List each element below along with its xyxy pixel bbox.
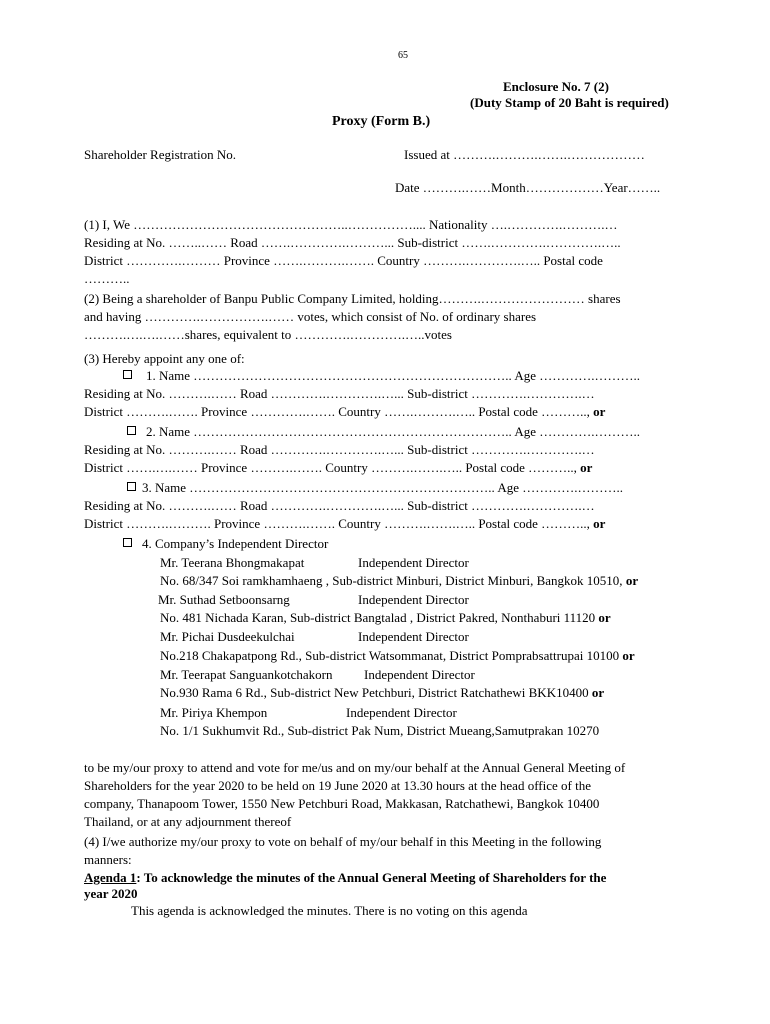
director-2-address xyxy=(160,611,611,624)
director-4-address xyxy=(160,686,604,699)
shares-held-line[interactable]: (2) Being a shareholder of Banpu Public Company Limited, holding……….…………………… shares xyxy=(84,291,621,306)
or-label: or xyxy=(593,404,606,419)
or-label: or xyxy=(622,648,635,663)
proxy-2-name-line[interactable]: 2. Name ……………………………………………………………….. Age ………….……….. xyxy=(146,424,640,439)
agenda-1-note: This agenda is acknowledged the minutes. There is no voting on this agenda xyxy=(131,903,528,918)
director-2-role: Independent Director xyxy=(358,592,469,607)
proxy-1-address-line[interactable]: Residing at No. ……….…… Road ………….………….…... Sub-district ………….………….… xyxy=(84,386,595,401)
form-title: Proxy (Form B.) xyxy=(332,114,431,129)
proxy-3-name-line[interactable]: 3. Name …………………………………………………………….. Age ………….……….. xyxy=(142,480,623,495)
proxy-2-district-line[interactable] xyxy=(84,461,592,474)
director-4-role: Independent Director xyxy=(364,667,475,682)
or-label: or xyxy=(625,573,639,588)
director-5-address: No. 1/1 Sukhumvit Rd., Sub-district Pak Num, District Mueang,Samutprakan 10270 xyxy=(160,723,600,738)
proxy-4-checkbox[interactable] xyxy=(123,538,132,547)
director-3-address-text: No.218 Chakapatpong Rd., Sub-district Watsommanat, District Pomprabsattrupai 10100 xyxy=(160,648,623,663)
proxy-1-name-line[interactable]: 1. Name ……………………………………………………………….. Age ………….……….. xyxy=(146,368,640,383)
proxy-2-address-line[interactable]: Residing at No. ……….…… Road ………….………….…... Sub-district ………….………….… xyxy=(84,442,595,457)
shareholder-address-line[interactable]: Residing at No. ……..…… Road …….………….………... Sub-district …….………….………….….. xyxy=(84,235,621,250)
closing-line-2: Shareholders for the year 2020 to be held on 19 June 2020 at 13.30 hours at the head office of the xyxy=(84,778,591,793)
director-1-address-text: No. 68/347 Soi ramkhamhaeng , Sub-district Minburi, District Minburi, Bangkok 10510, xyxy=(160,573,626,588)
agenda-1-title-cont: year 2020 xyxy=(84,886,138,901)
equivalent-votes-line[interactable]: ……….….….……shares, equivalent to ………….………….…..votes xyxy=(84,327,452,342)
authorize-line: (4) I/we authorize my/our proxy to vote on behalf of my/our behalf in this Meeting in the following xyxy=(84,834,602,849)
closing-line-3: company, Thanapoom Tower, 1550 New Petchburi Road, Makkasan, Ratchathewi, Bangkok 10400 xyxy=(84,796,600,811)
director-1-role: Independent Director xyxy=(358,555,469,570)
director-3-address xyxy=(160,649,635,662)
enclosure-number: Enclosure No. 7 (2) xyxy=(503,79,609,94)
manners-line: manners: xyxy=(84,852,132,867)
proxy-3-district-text[interactable]: District ……….………. Province ……….……. Country ……….…….….. Postal code ……….., xyxy=(84,516,594,531)
agenda-1-heading xyxy=(84,871,606,884)
or-label: or xyxy=(580,460,593,475)
director-2-name: Mr. Suthad Setboonsarng xyxy=(158,592,290,607)
proxy-2-district-text[interactable]: District …….….…… Province ……….……. Country ……….…….….. Postal code ……….., xyxy=(84,460,581,475)
proxy-1-checkbox[interactable] xyxy=(123,370,132,379)
registration-label: Shareholder Registration No. xyxy=(84,147,236,162)
shareholder-district-line[interactable]: District ………….……… Province …….……….……. Country ……….………….….. Postal code xyxy=(84,253,603,268)
director-3-name: Mr. Pichai Dusdeekulchai xyxy=(160,629,295,644)
director-3-role: Independent Director xyxy=(358,629,469,644)
proxy-3-district-line[interactable] xyxy=(84,517,605,530)
closing-line-1: to be my/our proxy to attend and vote for me/us and on my/our behalf at the Annual General Meeting of xyxy=(84,760,626,775)
agenda-1-title: : To acknowledge the minutes of the Annual General Meeting of Shareholders for the xyxy=(136,870,607,885)
proxy-1-district-line[interactable] xyxy=(84,405,605,418)
or-label: or xyxy=(593,516,606,531)
agenda-1-label: Agenda 1 xyxy=(84,870,137,885)
director-4-address-text: No.930 Rama 6 Rd., Sub-district New Petchburi, District Ratchathewi BKK10400 xyxy=(160,685,592,700)
director-1-address xyxy=(160,574,638,587)
issued-at-field[interactable]: Issued at ……….……….…….……………… xyxy=(404,147,645,162)
votes-line[interactable]: and having ………….…………….…… votes, which consist of No. of ordinary shares xyxy=(84,309,537,324)
appoint-intro: (3) Hereby appoint any one of: xyxy=(84,351,245,366)
proxy-3-address-line[interactable]: Residing at No. ……….…… Road ………….………….…... Sub-district ………….………….… xyxy=(84,498,595,513)
independent-director-option: 4. Company’s Independent Director xyxy=(142,536,329,551)
shareholder-postal-line[interactable]: ……….. xyxy=(84,271,130,286)
or-label: or xyxy=(591,685,605,700)
or-label: or xyxy=(598,610,611,625)
proxy-3-checkbox[interactable] xyxy=(127,482,136,491)
proxy-2-checkbox[interactable] xyxy=(127,426,136,435)
date-field[interactable]: Date ……….……Month………………Year…….. xyxy=(395,180,661,195)
proxy-1-district-text[interactable]: District ……….……. Province ………….……. Country …….……….….. Postal code ……….., xyxy=(84,404,594,419)
closing-line-4: Thailand, or at any adjournment thereof xyxy=(84,814,292,829)
director-5-role: Independent Director xyxy=(346,705,457,720)
duty-stamp-note: (Duty Stamp of 20 Baht is required) xyxy=(470,95,669,110)
director-4-name: Mr. Teerapat Sanguankotchakorn xyxy=(160,667,333,682)
director-2-address-text: No. 481 Nichada Karan, Sub-district Bangtalad , District Pakred, Nonthaburi 11120 xyxy=(160,610,599,625)
shareholder-name-line[interactable]: (1) I, We …………………………………………..…………….... Nationality ….………….……….… xyxy=(84,217,618,232)
director-1-name: Mr. Teerana Bhongmakapat xyxy=(160,555,305,570)
page-number: 65 xyxy=(398,50,408,61)
director-5-name: Mr. Piriya Khempon xyxy=(160,705,268,720)
